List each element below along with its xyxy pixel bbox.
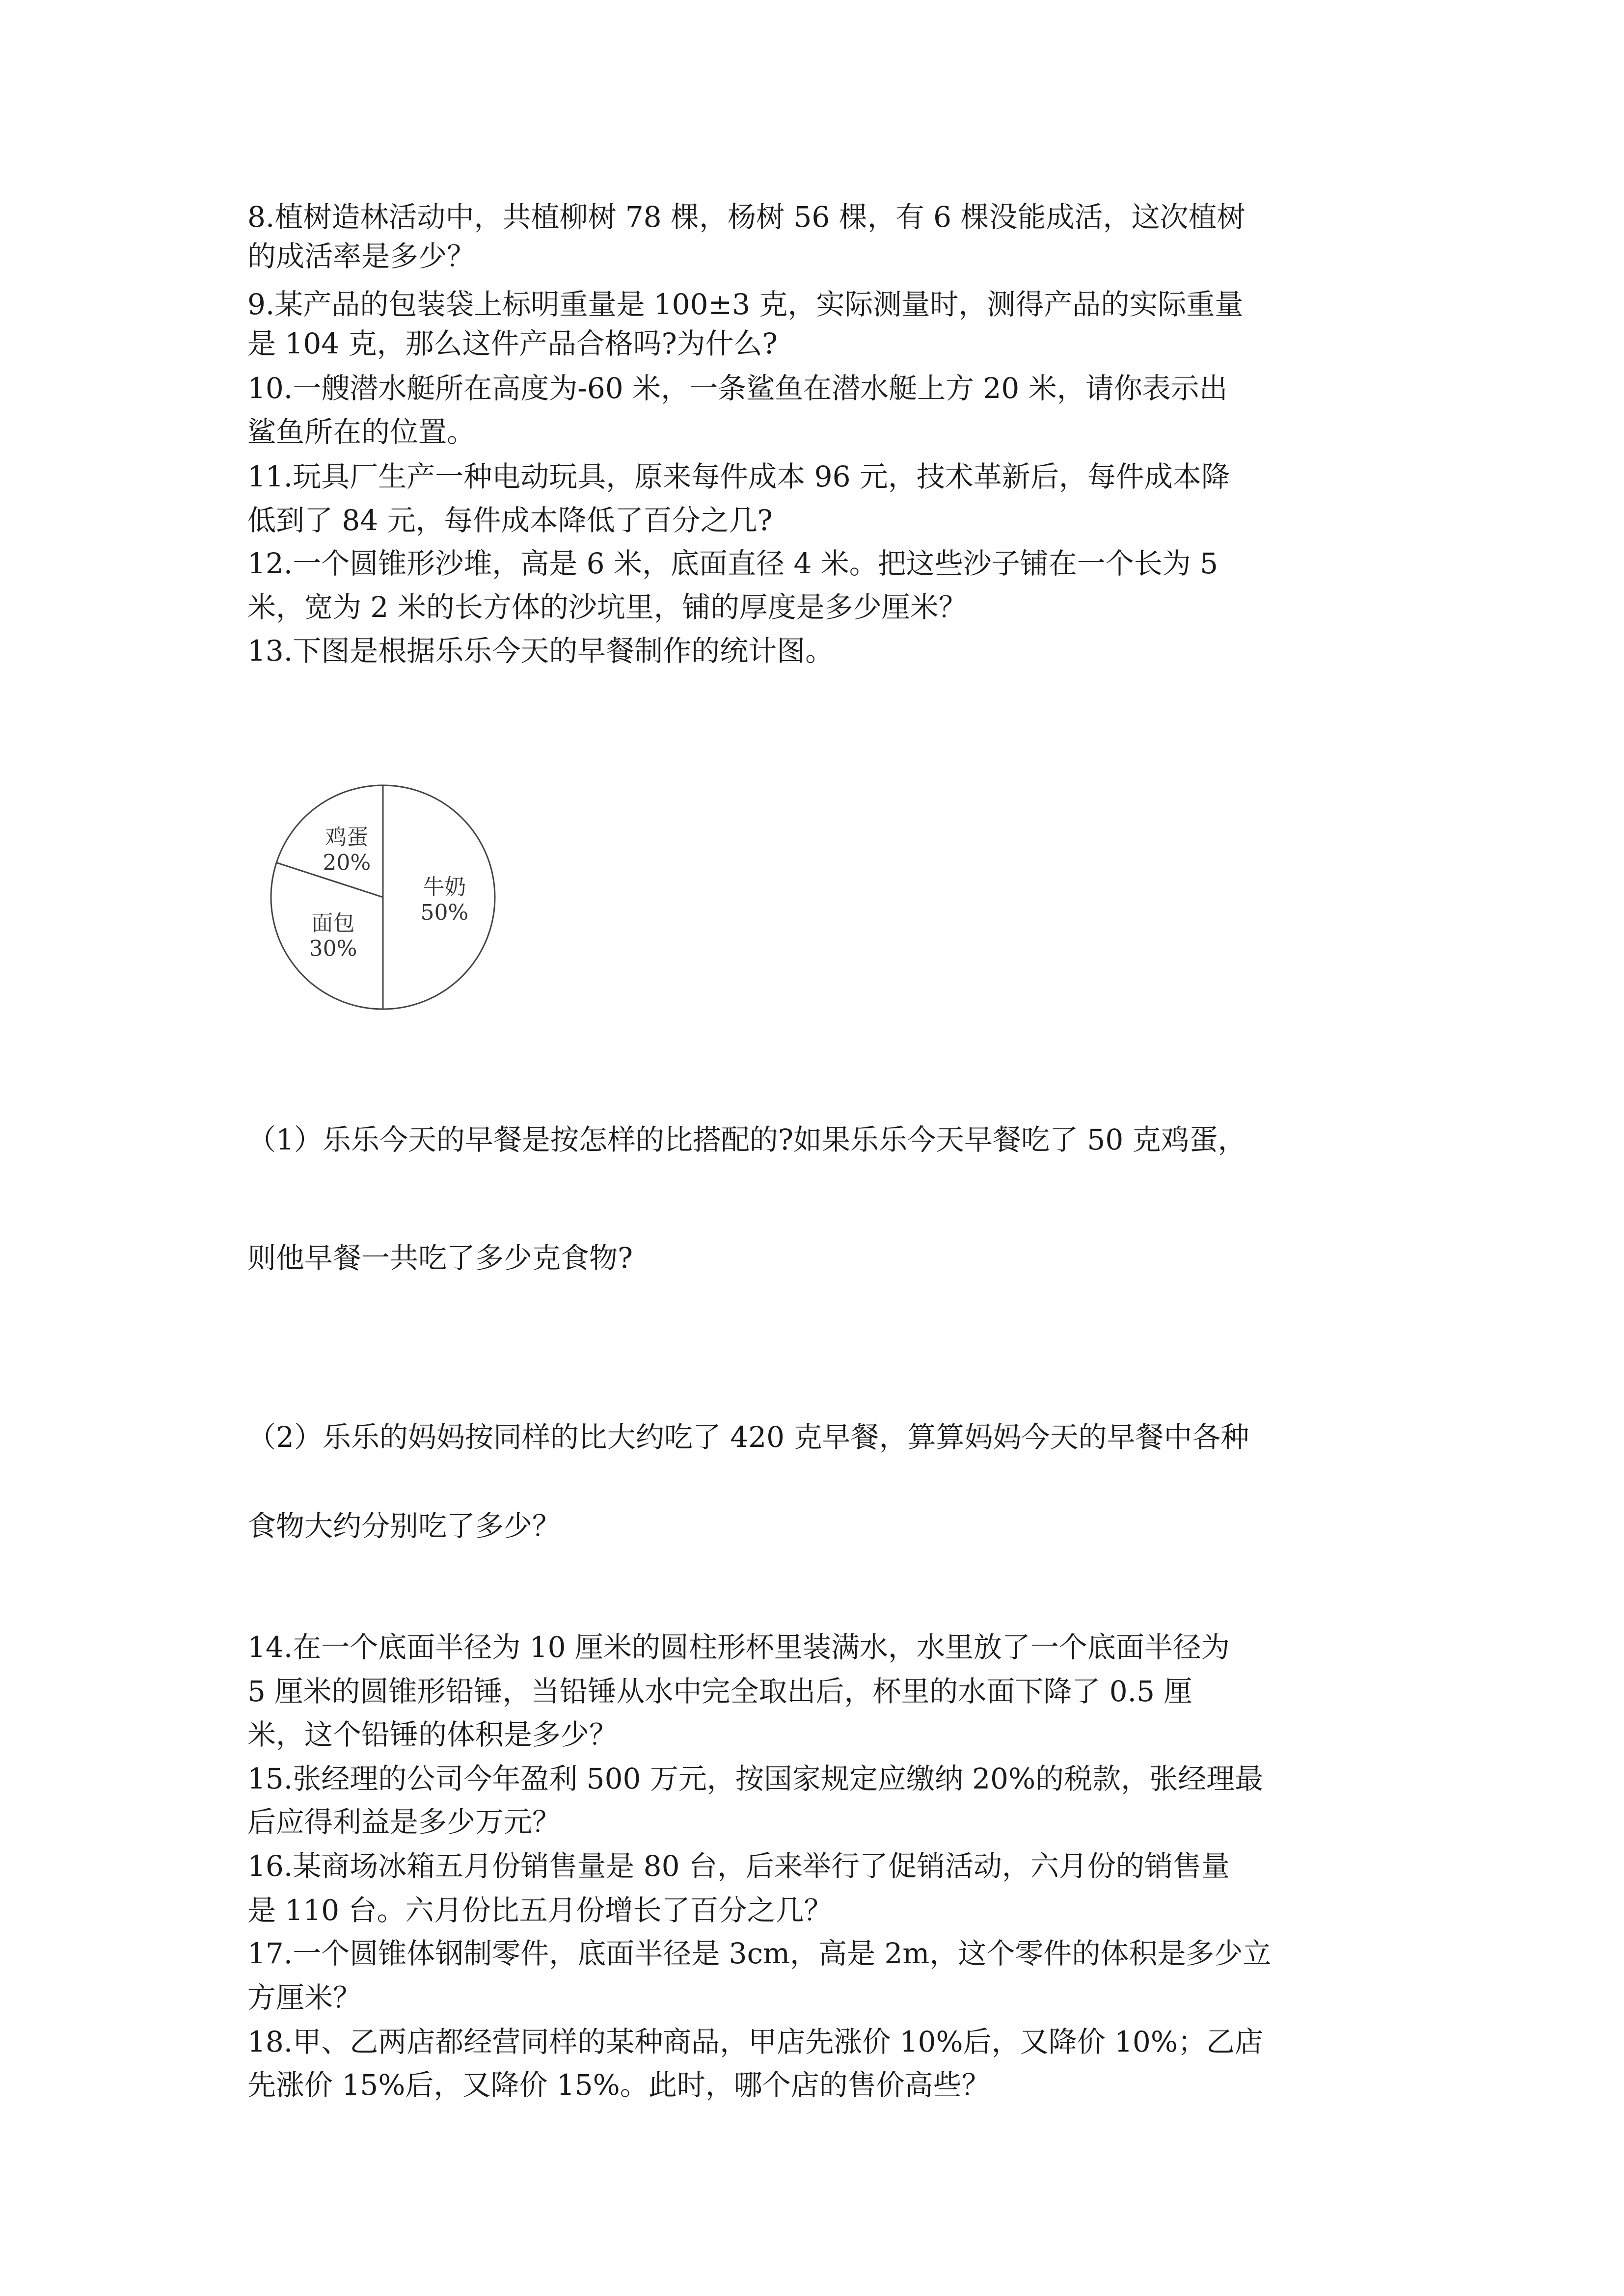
question-8-line-1: 8.植树造林活动中，共植柳树 78 棵，杨树 56 棵，有 6 棵没能成活，这次植树: [247, 200, 1245, 234]
pie-slice-name-1: 牛奶: [423, 875, 466, 900]
question-15-line-2: 后应得利益是多少万元？: [247, 1805, 561, 1839]
question-10-line-1: 10.一艘潜水艇所在高度为-60 米，一条鲨鱼在潜水艇上方 20 米，请你表示出: [247, 372, 1228, 405]
pie-slice-percent-3: 20%: [323, 850, 371, 876]
question-17-line-1: 17.一个圆锥体钢制零件，底面半径是 3cm，高是 2m，这个零件的体积是多少立: [247, 1937, 1272, 1970]
question-14-line-3: 米，这个铅锤的体积是多少？: [247, 1718, 618, 1751]
question-10-line-2: 鲨鱼所在的位置。: [247, 415, 476, 449]
pie-slice-name-2: 面包: [311, 910, 355, 936]
question-18-line-1: 18.甲、乙两店都经营同样的某种商品，甲店先涨价 10%后，又降价 10%；乙店: [247, 2025, 1263, 2058]
question-16-line-1: 16.某商场冰箱五月份销售量是 80 台，后来举行了促销活动，六月份的销售量: [247, 1849, 1230, 1883]
pie-slice-percent-1: 50%: [420, 900, 469, 925]
question-13-text: 13.下图是根据乐乐今天的早餐制作的统计图。: [247, 634, 834, 667]
question-8-line-2: 的成活率是多少？: [247, 240, 476, 273]
breakfast-pie-chart: [260, 774, 506, 1020]
question-11-line-1: 11.玩具厂生产一种电动玩具，原来每件成本 96 元，技术革新后，每件成本降: [247, 460, 1230, 493]
question-12-line-2: 米，宽为 2 米的长方体的沙坑里，铺的厚度是多少厘米？: [247, 590, 967, 624]
question-9-line-1: 9.某产品的包装袋上标明重量是 100±3 克，实际测量时，测得产品的实际重量: [247, 288, 1244, 321]
question-9-line-2: 是 104 克，那么这件产品合格吗?为什么?: [247, 327, 778, 360]
pie-slice-percent-2: 30%: [309, 936, 357, 961]
question-13-1-line-2: 则他早餐一共吃了多少克食物?: [247, 1241, 633, 1275]
question-13-2-line-2: 食物大约分别吃了多少？: [247, 1509, 561, 1543]
question-14-line-2: 5 厘米的圆锥形铅锤，当铅锤从水中完全取出后，杯里的水面下降了 0.5 厘: [247, 1675, 1192, 1708]
question-17-line-2: 方厘米？: [247, 1981, 362, 2014]
question-13-2-line-1: （2）乐乐的妈妈按同样的比大约吃了 420 克早餐，算算妈妈今天的早餐中各种: [247, 1420, 1249, 1454]
question-11-line-2: 低到了 84 元，每件成本降低了百分之几?: [247, 504, 773, 537]
question-15-line-1: 15.张经理的公司今年盈利 500 万元，按国家规定应缴纳 20%的税款，张经理最: [247, 1762, 1264, 1795]
question-14-line-1: 14.在一个底面半径为 10 厘米的圆柱形杯里装满水，水里放了一个底面半径为: [247, 1630, 1230, 1664]
question-13-1-line-1: （1）乐乐今天的早餐是按怎样的比搭配的?如果乐乐今天早餐吃了 50 克鸡蛋，: [247, 1123, 1246, 1156]
question-18-line-2: 先涨价 15%后，又降价 15%。此时，哪个店的售价高些？: [247, 2068, 990, 2102]
pie-slice-name-3: 鸡蛋: [325, 825, 369, 850]
question-16-line-2: 是 110 台。六月份比五月份增长了百分之几？: [247, 1894, 833, 1927]
question-12-line-1: 12.一个圆锥形沙堆，高是 6 米，底面直径 4 米。把这些沙子铺在一个长为 5: [247, 547, 1218, 580]
